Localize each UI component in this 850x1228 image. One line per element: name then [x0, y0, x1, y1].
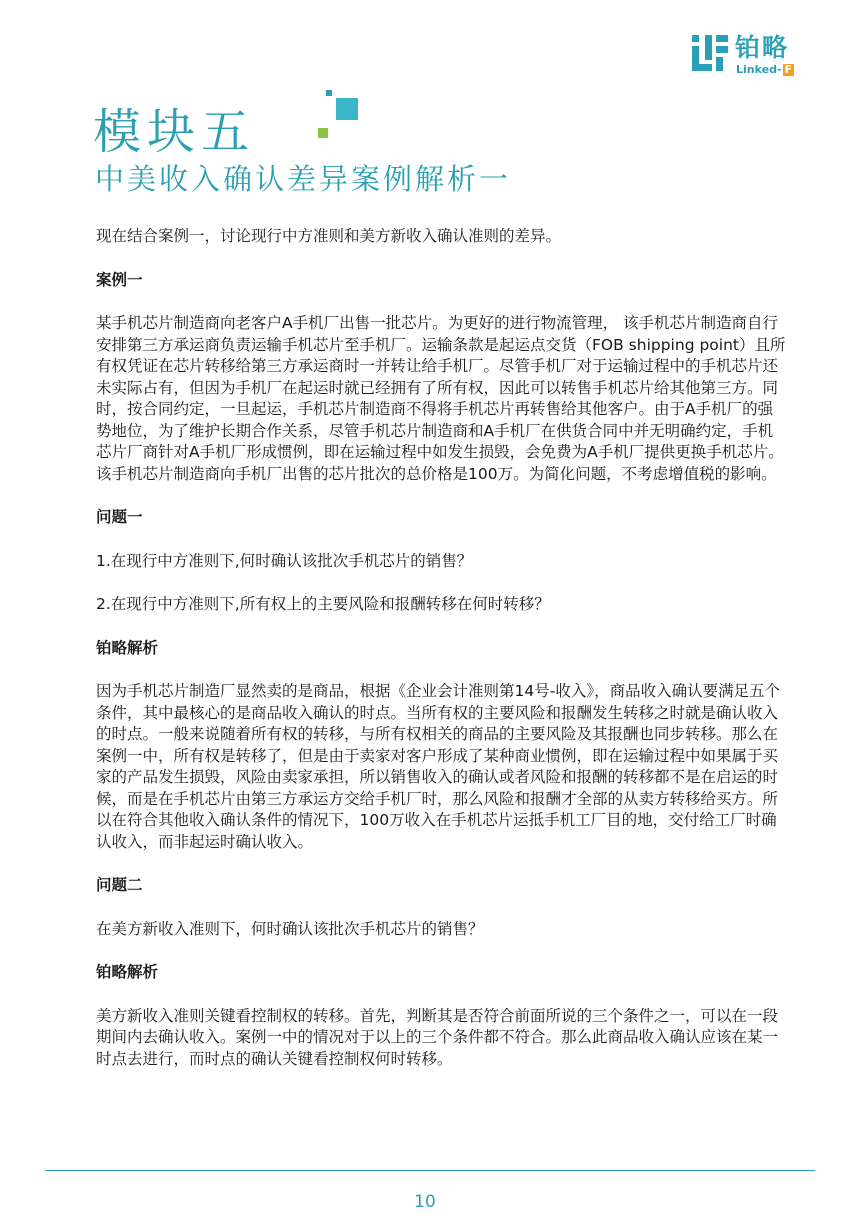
analysis1-paragraph: 因为手机芯片制造厂显然卖的是商品，根据《企业会计准则第14号-收入》，商品收入确认要满足五个条件，其中最核心的是商品收入确认的时点。当所有权的主要风险和报酬发生转移之时就是确认收入的时点。一般来说随着所有权的转移，与所有权相关的商品的主要风险及其报酬也同步转移。那么在案例一中，所有权是转移了，但是由于卖家对客户形成了某种商业惯例，即在运输过程中如果属于买家的产品发生损毁，风险由卖家承担，所以销售收入的确认或者风险和报酬的转移都不是在启运的时候，而是在手机芯片由第三方承运方交给手机厂时，那么风险和报酬才全部的从卖方转移给买方。所以在符合其他收入确认条件的情况下，100万收入在手机芯片运抵手机工厂目的地，交付给工厂时确认收入，而非起运时确认收入。 — [96, 682, 781, 851]
decor-square-small — [326, 90, 332, 96]
logo-text-en-main: Linked- — [736, 63, 782, 76]
decor-square-green — [318, 128, 328, 138]
decorative-squares — [316, 90, 366, 145]
question1-heading: 问题一 — [96, 508, 143, 526]
logo-text-en — [736, 64, 794, 76]
analysis2-paragraph: 美方新收入准则关键看控制权的转移。首先，判断其是否符合前面所说的三个条件之一，可以在一段期间内去确认收入。案例一中的情况对于以上的三个条件都不符合。那么此商品收入确认应该在某一时点去进行，而时点的确认关键看控制权何时转移。 — [96, 1006, 779, 1068]
logo-text-en-box: F — [784, 63, 793, 76]
case-heading: 案例一 — [96, 270, 143, 289]
question2-item1: 在美方新收入准则下，何时确认该批次手机芯片的销售？ — [96, 919, 484, 938]
module-subtitle: 中美收入确认差异案例解析一 — [95, 162, 512, 196]
case-paragraph: 某手机芯片制造商向老客户A手机厂出售一批芯片。为更好的进行物流管理， 该手机芯片制造商自行安排第三方承运商负责运输手机芯片至手机厂。运输条款是起运点交货（FOB shipping point）且所有权凭证在芯片转移给第三方承运商时一并转让给手机厂。尽管手机厂对于运输过程中的手机芯片还未实际占有，但因为手机厂在起运时就已经拥有了所有权，因此可以转售手机芯片给其他第三方。同时，按合同约定，一旦起运，手机芯片制造商不得将手机芯片再转售给其他客户。由于A手机厂的强势地位，为了维护长期合作关系，尽管手机芯片制造商和A手机厂在供货合同中并无明确约定，手机芯片厂商针对A手机厂形成惯例，即在运输过程中如发生损毁，会免费为A手机厂提供更换手机芯片。该手机芯片制造商向手机厂出售的芯片批次的总价格是100万。为简化问题，不考虑增值税的影响。 — [96, 314, 786, 483]
intro-paragraph: 现在结合案例一，讨论现行中方准则和美方新收入确认准则的差异。 — [96, 227, 562, 245]
decor-square-large — [336, 98, 358, 120]
question2-heading: 问题二 — [96, 876, 143, 894]
analysis2-heading: 铂略解析 — [96, 963, 159, 981]
document-body — [96, 226, 786, 1070]
page-number: 10 — [414, 1192, 436, 1212]
module-title: 模块五 — [93, 104, 256, 160]
brand-logo — [690, 33, 820, 75]
logo-text-cn: 铂略 — [735, 33, 790, 62]
analysis1-heading: 铂略解析 — [96, 638, 159, 657]
question1-item1: 1.在现行中方准则下,何时确认该批次手机芯片的销售？ — [96, 551, 473, 570]
logo-mark-icon — [690, 33, 730, 73]
footer-divider — [45, 1170, 815, 1171]
question1-item2: 2.在现行中方准则下,所有权上的主要风险和报酬转移在何时转移？ — [96, 595, 550, 613]
